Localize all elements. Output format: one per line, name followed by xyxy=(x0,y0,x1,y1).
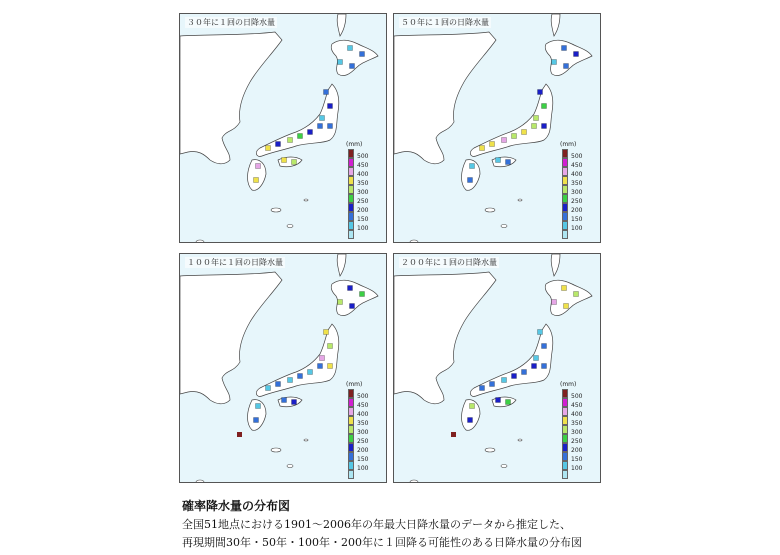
legend-swatch xyxy=(562,185,568,194)
legend-label: 400 xyxy=(571,411,583,418)
legend-label: 500 xyxy=(571,153,583,160)
station-marker xyxy=(276,142,281,147)
station-marker xyxy=(328,364,333,369)
station-marker xyxy=(506,160,511,165)
legend-swatch xyxy=(562,176,568,185)
island xyxy=(304,199,308,201)
legend-swatch xyxy=(348,194,354,203)
island xyxy=(410,240,418,243)
station-marker xyxy=(502,378,507,383)
legend-label: 300 xyxy=(357,429,369,436)
legend-swatch xyxy=(562,407,568,416)
panel-title: ５０年に１回の日降水量 xyxy=(401,18,489,27)
station-marker xyxy=(237,432,242,437)
legend-label: 250 xyxy=(357,198,369,205)
station-marker xyxy=(564,64,569,69)
island xyxy=(410,480,418,483)
station-marker xyxy=(468,418,473,423)
legend-swatch xyxy=(348,167,354,176)
station-marker xyxy=(532,364,537,369)
legend-swatch xyxy=(562,461,568,470)
station-marker xyxy=(328,124,333,129)
legend-swatch xyxy=(562,149,568,158)
legend-label: 450 xyxy=(357,162,369,169)
landmass xyxy=(337,14,346,36)
legend-swatch xyxy=(348,398,354,407)
caption-title: 確率降水量の分布図 xyxy=(182,499,291,513)
island xyxy=(518,439,522,441)
island xyxy=(485,208,495,212)
island xyxy=(196,240,204,243)
legend-swatch xyxy=(348,389,354,398)
station-marker xyxy=(348,46,353,51)
legend-swatch xyxy=(562,425,568,434)
station-marker xyxy=(308,370,313,375)
legend-swatch xyxy=(348,221,354,230)
map-panel-30yr xyxy=(179,13,387,243)
legend-label: 400 xyxy=(357,171,369,178)
station-marker xyxy=(282,398,287,403)
legend-label: 200 xyxy=(571,447,583,454)
station-marker xyxy=(552,300,557,305)
legend-swatch xyxy=(562,167,568,176)
station-marker xyxy=(298,134,303,139)
legend-swatch xyxy=(562,416,568,425)
landmass xyxy=(545,280,592,315)
station-marker xyxy=(522,130,527,135)
island xyxy=(196,480,204,483)
legend-swatch xyxy=(562,452,568,461)
legend-swatch xyxy=(348,452,354,461)
legend-label: 250 xyxy=(571,198,583,205)
legend-swatch xyxy=(562,203,568,212)
legend-label: 500 xyxy=(357,153,369,160)
color-legend xyxy=(342,381,386,481)
legend-label: 100 xyxy=(571,225,583,232)
station-marker xyxy=(480,146,485,151)
legend-swatch xyxy=(348,416,354,425)
landmass xyxy=(180,32,282,164)
station-marker xyxy=(254,418,259,423)
landmass xyxy=(180,272,282,404)
station-marker xyxy=(490,382,495,387)
legend-label: 350 xyxy=(357,180,369,187)
station-marker xyxy=(480,386,485,391)
legend-label: 100 xyxy=(357,465,369,472)
color-legend xyxy=(556,381,600,481)
legend-swatch xyxy=(562,434,568,443)
island xyxy=(287,465,293,468)
legend-swatch xyxy=(562,398,568,407)
legend-swatch xyxy=(348,185,354,194)
map-panel-200yr xyxy=(393,253,601,483)
legend-label: 250 xyxy=(357,438,369,445)
legend-label: 250 xyxy=(571,438,583,445)
legend-swatch xyxy=(562,194,568,203)
station-marker xyxy=(496,158,501,163)
legend-label: 300 xyxy=(571,429,583,436)
landmass xyxy=(551,14,560,36)
panel-title: ２００年に１回の日降水量 xyxy=(401,258,497,267)
legend-unit: (mm) xyxy=(346,141,363,148)
legend-label: 450 xyxy=(357,402,369,409)
station-marker xyxy=(256,404,261,409)
station-marker xyxy=(338,60,343,65)
legend-swatch xyxy=(562,443,568,452)
station-marker xyxy=(256,164,261,169)
landmass xyxy=(545,40,592,75)
station-marker xyxy=(562,286,567,291)
station-marker xyxy=(318,124,323,129)
legend-label: 150 xyxy=(571,456,583,463)
station-marker xyxy=(328,104,333,109)
station-marker xyxy=(490,142,495,147)
station-marker xyxy=(320,116,325,121)
station-marker xyxy=(564,304,569,309)
station-marker xyxy=(282,158,287,163)
station-marker xyxy=(348,286,353,291)
legend-swatch xyxy=(348,158,354,167)
legend-label: 150 xyxy=(571,216,583,223)
legend-label: 350 xyxy=(571,180,583,187)
station-marker xyxy=(552,60,557,65)
legend-unit: (mm) xyxy=(560,381,577,388)
legend-label: 300 xyxy=(357,189,369,196)
landmass xyxy=(331,40,378,75)
station-marker xyxy=(470,404,475,409)
panel-title: ３０年に１回の日降水量 xyxy=(187,18,275,27)
panel-title: １００年に１回の日降水量 xyxy=(187,258,283,267)
station-marker xyxy=(298,374,303,379)
station-marker xyxy=(292,160,297,165)
station-marker xyxy=(266,146,271,151)
station-marker xyxy=(512,134,517,139)
legend-label: 400 xyxy=(357,411,369,418)
legend-label: 300 xyxy=(571,189,583,196)
legend-label: 150 xyxy=(357,456,369,463)
island xyxy=(304,439,308,441)
station-marker xyxy=(324,330,329,335)
station-marker xyxy=(288,138,293,143)
island xyxy=(287,225,293,228)
island xyxy=(501,225,507,228)
island xyxy=(501,465,507,468)
landmass xyxy=(394,272,496,404)
landmass xyxy=(337,254,346,276)
legend-swatch xyxy=(562,221,568,230)
station-marker xyxy=(496,398,501,403)
station-marker xyxy=(532,124,537,129)
legend-label: 150 xyxy=(357,216,369,223)
station-marker xyxy=(350,304,355,309)
station-marker xyxy=(276,382,281,387)
station-marker xyxy=(288,378,293,383)
legend-label: 200 xyxy=(571,207,583,214)
station-marker xyxy=(308,130,313,135)
legend-label: 100 xyxy=(357,225,369,232)
station-marker xyxy=(538,90,543,95)
legend-unit: (mm) xyxy=(560,141,577,148)
island xyxy=(271,448,281,452)
legend-swatch xyxy=(348,434,354,443)
legend-label: 500 xyxy=(571,393,583,400)
landmass xyxy=(394,32,496,164)
legend-swatch xyxy=(348,149,354,158)
island xyxy=(485,448,495,452)
station-marker xyxy=(502,138,507,143)
station-marker xyxy=(338,300,343,305)
landmass xyxy=(331,280,378,315)
legend-swatch xyxy=(348,203,354,212)
legend-label: 200 xyxy=(357,207,369,214)
station-marker xyxy=(574,292,579,297)
legend-label: 100 xyxy=(571,465,583,472)
map-panel-100yr xyxy=(179,253,387,483)
station-marker xyxy=(506,400,511,405)
station-marker xyxy=(451,432,456,437)
station-marker xyxy=(320,356,325,361)
legend-label: 350 xyxy=(357,420,369,427)
legend-swatch xyxy=(348,230,354,239)
station-marker xyxy=(360,52,365,57)
station-marker xyxy=(468,178,473,183)
station-marker xyxy=(574,52,579,57)
station-marker xyxy=(534,116,539,121)
station-marker xyxy=(324,90,329,95)
legend-swatch xyxy=(348,461,354,470)
station-marker xyxy=(534,356,539,361)
station-marker xyxy=(254,178,259,183)
map-panel-50yr xyxy=(393,13,601,243)
station-marker xyxy=(522,370,527,375)
legend-label: 200 xyxy=(357,447,369,454)
station-marker xyxy=(542,104,547,109)
legend-swatch xyxy=(562,212,568,221)
legend-swatch xyxy=(348,212,354,221)
station-marker xyxy=(350,64,355,69)
legend-label: 400 xyxy=(571,171,583,178)
legend-swatch xyxy=(562,470,568,479)
legend-label: 500 xyxy=(357,393,369,400)
legend-swatch xyxy=(348,443,354,452)
station-marker xyxy=(542,344,547,349)
legend-swatch xyxy=(562,389,568,398)
station-marker xyxy=(292,400,297,405)
station-marker xyxy=(360,292,365,297)
legend-swatch xyxy=(348,176,354,185)
legend-unit: (mm) xyxy=(346,381,363,388)
legend-swatch xyxy=(562,230,568,239)
landmass xyxy=(551,254,560,276)
legend-swatch xyxy=(348,407,354,416)
legend-swatch xyxy=(562,158,568,167)
station-marker xyxy=(542,364,547,369)
legend-swatch xyxy=(348,470,354,479)
caption-line-2: 再現期間30年・50年・100年・200年に１回降る可能性のある日降水量の分布図 xyxy=(182,536,582,549)
station-marker xyxy=(328,344,333,349)
legend-label: 350 xyxy=(571,420,583,427)
station-marker xyxy=(562,46,567,51)
station-marker xyxy=(538,330,543,335)
caption-line-1: 全国51地点における1901～2006年の年最大日降水量のデータから推定した、 xyxy=(182,518,571,531)
station-marker xyxy=(318,364,323,369)
island xyxy=(518,199,522,201)
island xyxy=(271,208,281,212)
legend-swatch xyxy=(348,425,354,434)
legend-label: 450 xyxy=(571,162,583,169)
station-marker xyxy=(512,374,517,379)
color-legend xyxy=(556,141,600,241)
station-marker xyxy=(470,164,475,169)
legend-label: 450 xyxy=(571,402,583,409)
color-legend xyxy=(342,141,386,241)
station-marker xyxy=(542,124,547,129)
station-marker xyxy=(266,386,271,391)
